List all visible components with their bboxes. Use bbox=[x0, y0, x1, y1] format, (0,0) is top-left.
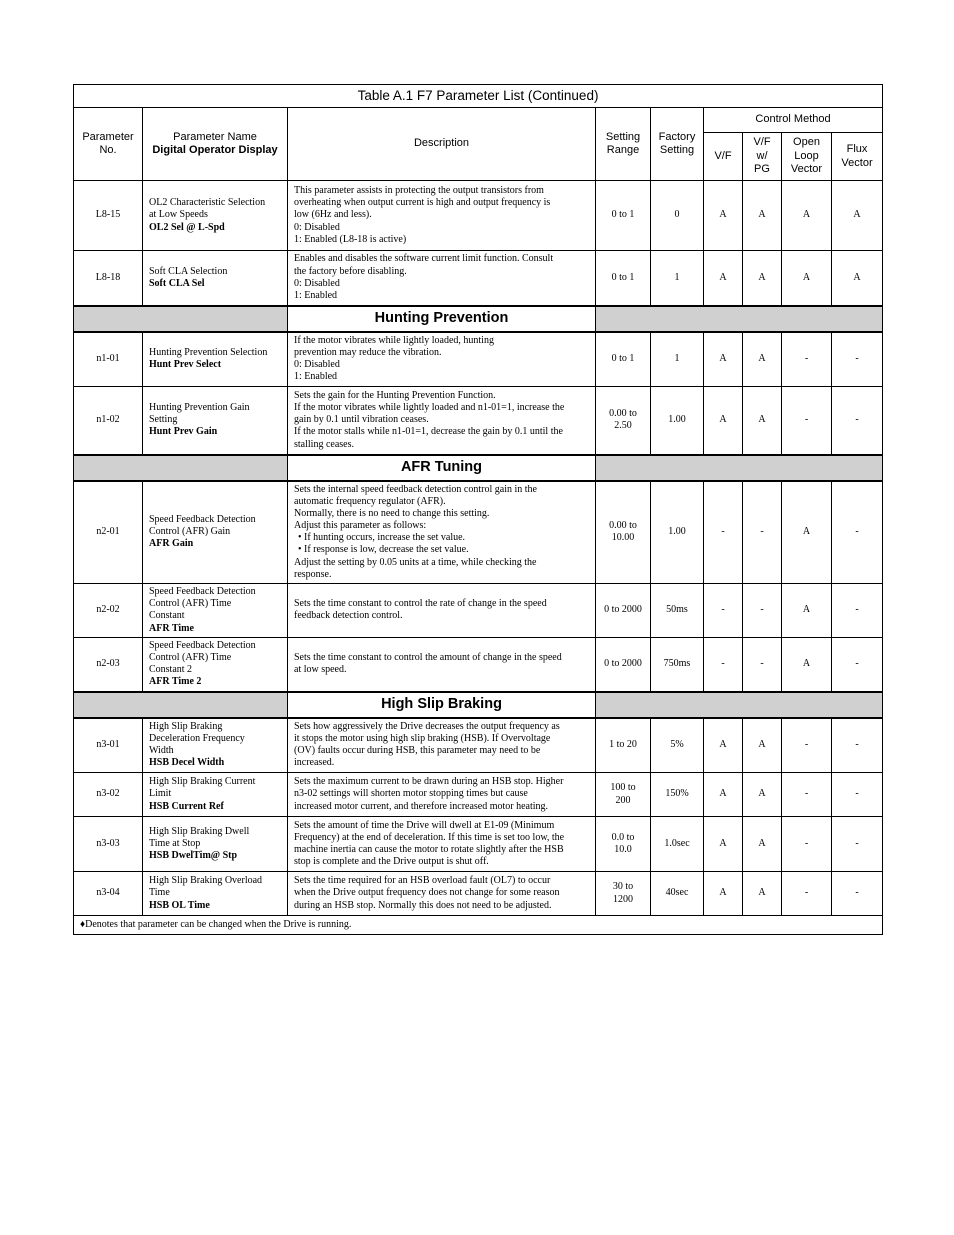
factory-setting: 1.00 bbox=[651, 481, 704, 584]
method-flux-vector: - bbox=[832, 387, 883, 455]
method-vf: A bbox=[704, 181, 743, 251]
header-open-loop-vector: Open Loop Vector bbox=[782, 133, 832, 181]
method-flux-vector: - bbox=[832, 817, 883, 872]
factory-setting: 750ms bbox=[651, 637, 704, 691]
description-line: gain by 0.1 until vibration ceases. bbox=[294, 414, 429, 426]
section-header-row bbox=[74, 306, 883, 332]
param-name bbox=[143, 251, 288, 306]
param-no: n1-01 bbox=[74, 332, 143, 387]
factory-setting: 1.00 bbox=[651, 387, 704, 455]
operator-display: HSB OL Time bbox=[149, 899, 210, 911]
param-name-line: Time bbox=[149, 887, 170, 899]
section-shade-right bbox=[596, 692, 883, 718]
description-line: Adjust the setting by 0.05 units at a time, while checking the bbox=[294, 556, 537, 568]
param-name bbox=[143, 181, 288, 251]
description-line: 0: Disabled bbox=[294, 359, 340, 371]
table-title: Table A.1 F7 Parameter List (Continued) bbox=[74, 85, 883, 108]
header-param-name: Parameter Name Digital Operator Display bbox=[143, 108, 288, 181]
param-name bbox=[143, 637, 288, 691]
method-open-loop-vector: A bbox=[782, 637, 832, 691]
method-vf: A bbox=[704, 872, 743, 916]
description-line: If the motor vibrates while lightly loaded, hunting bbox=[294, 334, 494, 346]
section-shade-left bbox=[74, 692, 288, 718]
table-row bbox=[74, 332, 883, 387]
description-line: stalling ceases. bbox=[294, 438, 354, 450]
section-header-row bbox=[74, 455, 883, 481]
param-name-line: Width bbox=[149, 745, 174, 757]
method-flux-vector: A bbox=[832, 251, 883, 306]
description-line: Sets the gain for the Hunting Prevention Function. bbox=[294, 389, 496, 401]
section-header-row bbox=[74, 692, 883, 718]
description-line: (OV) faults occur during HSB, this parameter may need to be bbox=[294, 745, 541, 757]
description-line: when the Drive output frequency does not change for some reason bbox=[294, 887, 560, 899]
section-shade-right bbox=[596, 455, 883, 481]
param-name-line: Setting bbox=[149, 414, 178, 426]
param-no: n3-03 bbox=[74, 817, 143, 872]
param-name-line: Control (AFR) Time bbox=[149, 651, 232, 663]
description-line: 1: Enabled bbox=[294, 289, 338, 301]
description-line: If the motor stalls while n1-01=1, decrease the gain by 0.1 until the bbox=[294, 426, 563, 438]
factory-setting: 40sec bbox=[651, 872, 704, 916]
param-description bbox=[288, 637, 596, 691]
table-row bbox=[74, 773, 883, 817]
method-vf-pg: A bbox=[743, 181, 782, 251]
method-open-loop-vector: - bbox=[782, 718, 832, 773]
param-description bbox=[288, 718, 596, 773]
method-flux-vector: A bbox=[832, 181, 883, 251]
description-line: n3-02 settings will shorten motor stopping times but cause bbox=[294, 788, 528, 800]
description-line: Sets the internal speed feedback detection control gain in the bbox=[294, 483, 537, 495]
description-line: response. bbox=[294, 568, 332, 580]
param-no: n2-02 bbox=[74, 584, 143, 638]
factory-setting: 1.0sec bbox=[651, 817, 704, 872]
method-open-loop-vector: A bbox=[782, 584, 832, 638]
method-open-loop-vector: A bbox=[782, 481, 832, 584]
method-open-loop-vector: - bbox=[782, 387, 832, 455]
description-line: If the motor vibrates while lightly loaded and n1-01=1, increase the bbox=[294, 401, 565, 413]
method-open-loop-vector: - bbox=[782, 773, 832, 817]
param-no: n2-01 bbox=[74, 481, 143, 584]
param-name-line: Soft CLA Selection bbox=[149, 265, 228, 277]
table-row bbox=[74, 181, 883, 251]
header-control-method: Control Method bbox=[704, 108, 883, 133]
param-name-line: Time at Stop bbox=[149, 837, 201, 849]
param-name-line: Speed Feedback Detection bbox=[149, 586, 256, 597]
param-name-line: High Slip Braking Dwell bbox=[149, 825, 250, 837]
param-name-line: Deceleration Frequency bbox=[149, 733, 245, 745]
param-description bbox=[288, 817, 596, 872]
footnote: ♦Denotes that parameter can be changed when the Drive is running. bbox=[74, 916, 883, 935]
method-flux-vector: - bbox=[832, 481, 883, 584]
param-no: n3-01 bbox=[74, 718, 143, 773]
method-vf: A bbox=[704, 387, 743, 455]
section-title: High Slip Braking bbox=[288, 692, 596, 718]
operator-display: AFR Time bbox=[149, 622, 194, 634]
description-line: Sets the maximum current to be drawn during an HSB stop. Higher bbox=[294, 776, 564, 788]
method-vf-pg: A bbox=[743, 773, 782, 817]
method-vf-pg: A bbox=[743, 817, 782, 872]
setting-range: 0 to 1 bbox=[596, 332, 651, 387]
method-vf: A bbox=[704, 718, 743, 773]
method-vf: A bbox=[704, 332, 743, 387]
description-line: during an HSB stop. Normally this does not need to be adjusted. bbox=[294, 899, 552, 911]
header-factory-setting: Factory Setting bbox=[651, 108, 704, 181]
setting-range: 0 to 1 bbox=[596, 181, 651, 251]
method-vf-pg: - bbox=[743, 637, 782, 691]
section-title: AFR Tuning bbox=[288, 455, 596, 481]
param-name bbox=[143, 872, 288, 916]
param-name bbox=[143, 718, 288, 773]
operator-display: OL2 Sel @ L-Spd bbox=[149, 221, 225, 233]
setting-range: 0 to 2000 bbox=[596, 637, 651, 691]
setting-range: 0.00 to 2.50 bbox=[596, 387, 651, 455]
factory-setting: 5% bbox=[651, 718, 704, 773]
method-flux-vector: - bbox=[832, 332, 883, 387]
setting-range: 1 to 20 bbox=[596, 718, 651, 773]
table-row bbox=[74, 637, 883, 691]
param-name-line: at Low Speeds bbox=[149, 209, 208, 221]
setting-range: 0 to 2000 bbox=[596, 584, 651, 638]
factory-setting: 50ms bbox=[651, 584, 704, 638]
param-name-line: Control (AFR) Time bbox=[149, 598, 232, 610]
description-line: the factory before disabling. bbox=[294, 265, 407, 277]
description-line: Sets the amount of time the Drive will dwell at E1-09 (Minimum bbox=[294, 819, 555, 831]
param-description bbox=[288, 481, 596, 584]
param-name-line: Hunting Prevention Selection bbox=[149, 347, 268, 359]
param-description bbox=[288, 251, 596, 306]
factory-setting: 1 bbox=[651, 251, 704, 306]
param-name bbox=[143, 817, 288, 872]
description-line: 1: Enabled bbox=[294, 371, 338, 383]
param-name-line: High Slip Braking bbox=[149, 720, 223, 732]
method-vf: - bbox=[704, 584, 743, 638]
factory-setting: 1 bbox=[651, 332, 704, 387]
operator-display: AFR Time 2 bbox=[149, 676, 202, 688]
setting-range: 0.00 to 10.00 bbox=[596, 481, 651, 584]
description-line: overheating when output current is high and output frequency is bbox=[294, 197, 551, 209]
param-no: n3-02 bbox=[74, 773, 143, 817]
header-vf: V/F bbox=[704, 133, 743, 181]
table-row bbox=[74, 387, 883, 455]
param-no: L8-15 bbox=[74, 181, 143, 251]
description-line: Frequency) at the end of deceleration. If this time is set too low, the bbox=[294, 831, 565, 843]
description-line: automatic frequency regulator (AFR). bbox=[294, 495, 446, 507]
description-line: • If hunting occurs, increase the set value. bbox=[298, 532, 466, 544]
table-row bbox=[74, 481, 883, 584]
method-vf-pg: A bbox=[743, 251, 782, 306]
section-title: Hunting Prevention bbox=[288, 306, 596, 332]
description-line: 0: Disabled bbox=[294, 221, 340, 233]
description-line: Sets how aggressively the Drive decreases the output frequency as bbox=[294, 720, 560, 732]
description-line: stop is complete and the Drive output is shut off. bbox=[294, 856, 489, 868]
setting-range: 30 to 1200 bbox=[596, 872, 651, 916]
param-description bbox=[288, 387, 596, 455]
param-name bbox=[143, 481, 288, 584]
param-description bbox=[288, 332, 596, 387]
description-line: increased motor current, and therefore increased motor heating. bbox=[294, 800, 549, 812]
method-vf-pg: A bbox=[743, 332, 782, 387]
setting-range: 100 to 200 bbox=[596, 773, 651, 817]
description-line: • If response is low, decrease the set value. bbox=[298, 544, 469, 556]
method-vf: - bbox=[704, 637, 743, 691]
method-flux-vector: - bbox=[832, 584, 883, 638]
method-open-loop-vector: - bbox=[782, 872, 832, 916]
method-open-loop-vector: - bbox=[782, 332, 832, 387]
description-line: Sets the time constant to control the amount of change in the speed bbox=[294, 651, 562, 663]
header-vf-pg: V/F w/ PG bbox=[743, 133, 782, 181]
param-name bbox=[143, 584, 288, 638]
description-line: Sets the time constant to control the rate of change in the speed bbox=[294, 598, 547, 610]
header-param-no: Parameter No. bbox=[74, 108, 143, 181]
factory-setting: 0 bbox=[651, 181, 704, 251]
param-description bbox=[288, 584, 596, 638]
section-shade-left bbox=[74, 306, 288, 332]
method-vf-pg: A bbox=[743, 387, 782, 455]
method-open-loop-vector: - bbox=[782, 817, 832, 872]
description-line: Enables and disables the software current limit function. Consult bbox=[294, 253, 554, 265]
setting-range: 0.0 to 10.0 bbox=[596, 817, 651, 872]
setting-range: 0 to 1 bbox=[596, 251, 651, 306]
description-line: Sets the time required for an HSB overload fault (OL7) to occur bbox=[294, 875, 551, 887]
factory-setting: 150% bbox=[651, 773, 704, 817]
method-open-loop-vector: A bbox=[782, 251, 832, 306]
description-line: prevention may reduce the vibration. bbox=[294, 347, 442, 359]
description-line: 1: Enabled (L8-18 is active) bbox=[294, 233, 407, 245]
param-name-line: Speed Feedback Detection bbox=[149, 639, 256, 651]
param-name-line: Constant 2 bbox=[149, 664, 193, 676]
description-line: increased. bbox=[294, 757, 335, 769]
method-flux-vector: - bbox=[832, 637, 883, 691]
description-line: 0: Disabled bbox=[294, 277, 340, 289]
operator-display: AFR Gain bbox=[149, 538, 194, 550]
param-description bbox=[288, 773, 596, 817]
method-flux-vector: - bbox=[832, 872, 883, 916]
method-vf: A bbox=[704, 817, 743, 872]
method-vf: A bbox=[704, 773, 743, 817]
header-setting-range: Setting Range bbox=[596, 108, 651, 181]
method-vf-pg: A bbox=[743, 872, 782, 916]
param-no: n2-03 bbox=[74, 637, 143, 691]
operator-display: Hunt Prev Select bbox=[149, 359, 222, 371]
description-line: machine inertia can cause the motor to rotate slightly after the HSB bbox=[294, 844, 564, 855]
param-description bbox=[288, 872, 596, 916]
description-line: This parameter assists in protecting the output transistors from bbox=[294, 185, 544, 197]
table-row bbox=[74, 817, 883, 872]
param-no: n3-04 bbox=[74, 872, 143, 916]
parameter-table bbox=[73, 84, 883, 935]
param-name-line: Control (AFR) Gain bbox=[149, 526, 231, 538]
param-name-line: Speed Feedback Detection bbox=[149, 513, 256, 525]
param-name-line: OL2 Characteristic Selection bbox=[149, 197, 266, 209]
method-vf-pg: A bbox=[743, 718, 782, 773]
description-line: low (6Hz and less). bbox=[294, 209, 372, 221]
method-vf: A bbox=[704, 251, 743, 306]
table-row bbox=[74, 584, 883, 638]
param-name-line: Hunting Prevention Gain bbox=[149, 401, 250, 413]
param-name-line: Constant bbox=[149, 610, 185, 622]
param-no: L8-18 bbox=[74, 251, 143, 306]
table-row bbox=[74, 251, 883, 306]
operator-display: HSB Decel Width bbox=[149, 757, 225, 769]
table-row bbox=[74, 872, 883, 916]
description-line: feedback detection control. bbox=[294, 610, 403, 622]
header-description: Description bbox=[288, 108, 596, 181]
method-open-loop-vector: A bbox=[782, 181, 832, 251]
param-name bbox=[143, 773, 288, 817]
section-shade-right bbox=[596, 306, 883, 332]
param-name bbox=[143, 332, 288, 387]
table-row bbox=[74, 718, 883, 773]
description-line: Normally, there is no need to change this setting. bbox=[294, 507, 490, 519]
method-flux-vector: - bbox=[832, 718, 883, 773]
description-line: at low speed. bbox=[294, 664, 347, 676]
method-vf-pg: - bbox=[743, 481, 782, 584]
section-shade-left bbox=[74, 455, 288, 481]
method-vf: - bbox=[704, 481, 743, 584]
operator-display: HSB DwelTim@ Stp bbox=[149, 850, 238, 862]
operator-display: Soft CLA Sel bbox=[149, 277, 205, 289]
operator-display: Hunt Prev Gain bbox=[149, 426, 218, 438]
param-name bbox=[143, 387, 288, 455]
method-vf-pg: - bbox=[743, 584, 782, 638]
param-description bbox=[288, 181, 596, 251]
description-line: Adjust this parameter as follows: bbox=[294, 520, 427, 532]
param-name-line: High Slip Braking Current bbox=[149, 776, 256, 788]
method-flux-vector: - bbox=[832, 773, 883, 817]
header-flux-vector: Flux Vector bbox=[832, 133, 883, 181]
param-name-line: High Slip Braking Overload bbox=[149, 875, 263, 887]
footnote-row bbox=[74, 916, 883, 935]
description-line: it stops the motor using high slip braking (HSB). If Overvoltage bbox=[294, 733, 551, 745]
operator-display: HSB Current Ref bbox=[149, 800, 224, 812]
param-name-line: Limit bbox=[149, 788, 172, 800]
param-no: n1-02 bbox=[74, 387, 143, 455]
